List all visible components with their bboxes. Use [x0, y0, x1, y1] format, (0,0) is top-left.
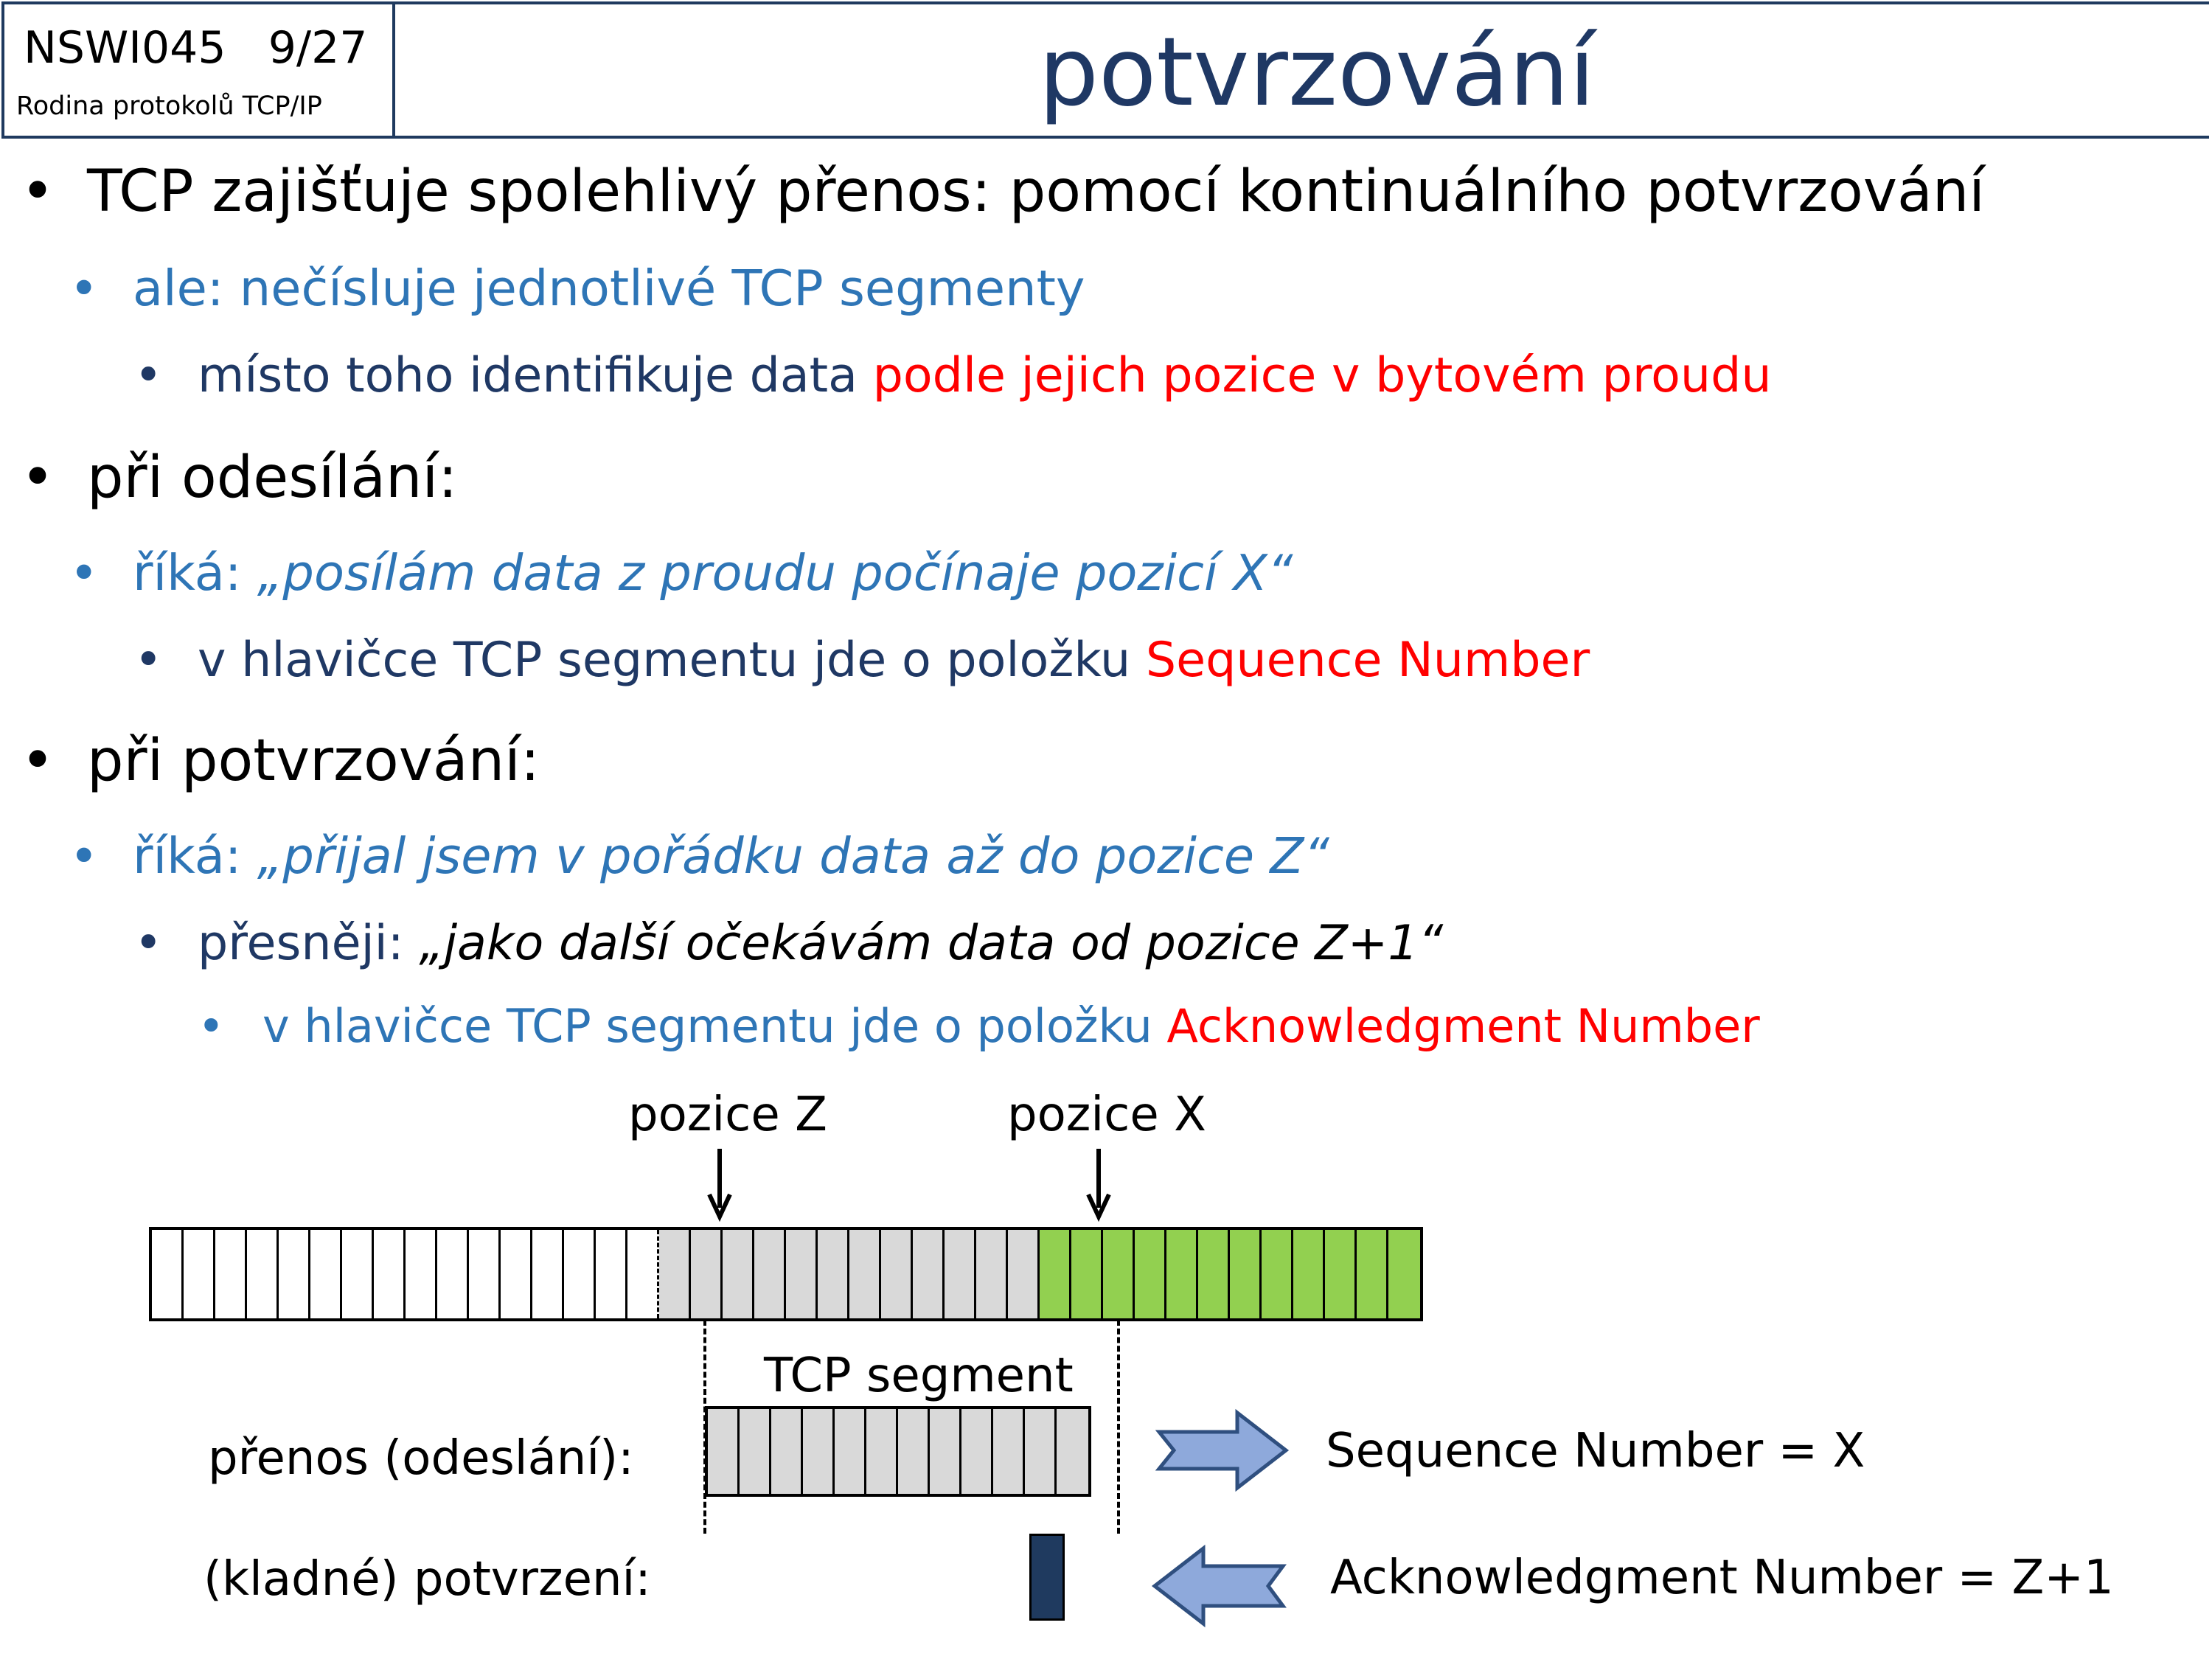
right-block-arrow-icon	[1156, 1410, 1290, 1491]
bullet-dot-icon: •	[134, 916, 163, 971]
segment-byte-cell	[961, 1409, 993, 1494]
bullet-1	[21, 155, 1985, 229]
stream-byte-cell-white	[310, 1230, 342, 1318]
course-title: Rodina protokolů TCP/IP	[16, 91, 322, 121]
acknowledgment-number-result: Acknowledgment Number = Z+1	[1330, 1551, 2114, 1605]
byte-stream	[149, 1227, 1423, 1321]
bullet-1-1-1	[134, 345, 1772, 407]
position-x-label: pozice X	[1007, 1088, 1206, 1142]
stream-byte-cell-gray	[691, 1230, 723, 1318]
stream-byte-cell-green	[1325, 1230, 1357, 1318]
bullet-2-1	[69, 541, 1293, 605]
segment-byte-cell	[740, 1409, 771, 1494]
bullet-3-1-1	[134, 913, 1444, 975]
stream-byte-cell-gray	[976, 1230, 1008, 1318]
bullet-text: říká:	[133, 827, 257, 885]
stream-byte-cell-white	[184, 1230, 215, 1318]
stream-byte-cell-gray	[881, 1230, 913, 1318]
bullet-2	[21, 441, 458, 515]
bullet-dot-icon: •	[134, 348, 163, 403]
stream-byte-cell-white	[406, 1230, 437, 1318]
stream-byte-cell-gray	[723, 1230, 754, 1318]
stream-byte-cell-gray	[754, 1230, 786, 1318]
stream-byte-cell-white	[437, 1230, 469, 1318]
course-box	[4, 4, 395, 139]
slide-title: potvrzování	[1038, 18, 1596, 128]
course-code: NSWI045	[24, 22, 226, 74]
segment-byte-cell	[1057, 1409, 1088, 1494]
stream-byte-cell-white	[374, 1230, 406, 1318]
position-z-label: pozice Z	[628, 1088, 827, 1142]
stream-byte-cell-green	[1071, 1230, 1103, 1318]
stream-byte-cell-gray	[849, 1230, 881, 1318]
stream-byte-cell-gray	[945, 1230, 976, 1318]
stream-byte-cell-white	[342, 1230, 374, 1318]
stream-byte-cell-gray	[913, 1230, 945, 1318]
segment-byte-cell	[866, 1409, 898, 1494]
bullet-text: ale: nečísluje jednotlivé TCP segmenty	[133, 260, 1085, 317]
left-block-arrow-icon	[1150, 1545, 1287, 1627]
stream-byte-cell-white	[152, 1230, 184, 1318]
stream-byte-cell-white	[596, 1230, 627, 1318]
bullet-text: přesněji:	[198, 916, 420, 971]
down-arrow-x-icon	[1087, 1149, 1110, 1222]
bullet-quote: „posílám data z proudu počínaje pozicí X“	[257, 544, 1293, 602]
bullet-dot-icon: •	[134, 633, 163, 688]
bullet-text: TCP zajišťuje spolehlivý přenos: pomocí kontinuálního potvrzování	[87, 159, 1985, 225]
bullet-highlight: Sequence Number	[1145, 633, 1590, 688]
segment-byte-cell	[708, 1409, 740, 1494]
down-arrow-z-icon	[708, 1149, 731, 1222]
segment-end-guide	[1117, 1320, 1120, 1534]
segment-byte-cell	[803, 1409, 835, 1494]
bullet-3-1-1-1	[198, 997, 1760, 1056]
bullet-3-1	[69, 824, 1329, 888]
stream-byte-cell-white	[215, 1230, 247, 1318]
stream-byte-cell-white	[247, 1230, 279, 1318]
bullet-text: při odesílání:	[87, 445, 458, 511]
segment-byte-cell	[835, 1409, 866, 1494]
stream-byte-cell-white	[501, 1230, 532, 1318]
segment-byte-cell	[1025, 1409, 1057, 1494]
bullet-dot-icon: •	[21, 159, 55, 225]
bullet-quote: „jako další očekávám data od pozice Z+1“	[419, 916, 1444, 971]
bullet-dot-icon: •	[198, 999, 225, 1053]
tcp-segment-label: TCP segment	[764, 1349, 1074, 1403]
stream-byte-cell-green	[1230, 1230, 1262, 1318]
bullet-text: místo toho identifikuje data	[198, 348, 873, 403]
ack-label: (kladné) potvrzení:	[204, 1552, 651, 1607]
bullet-text: při potvrzování:	[87, 728, 540, 794]
stream-byte-cell-white	[532, 1230, 564, 1318]
stream-byte-cell-gray	[786, 1230, 818, 1318]
bullet-2-1-1	[134, 630, 1590, 692]
stream-byte-cell-green	[1357, 1230, 1388, 1318]
stream-byte-cell-white	[279, 1230, 310, 1318]
stream-byte-cell-green	[1135, 1230, 1166, 1318]
bullet-dot-icon: •	[69, 260, 99, 317]
segment-byte-cell	[930, 1409, 961, 1494]
bullet-text: říká:	[133, 544, 257, 602]
ack-block	[1029, 1534, 1065, 1621]
bullet-text: v hlavičce TCP segmentu jde o položku	[198, 633, 1146, 688]
stream-byte-cell-white	[469, 1230, 501, 1318]
send-label: přenos (odeslání):	[208, 1431, 634, 1486]
stream-byte-cell-gray	[1008, 1230, 1040, 1318]
stream-byte-cell-green	[1262, 1230, 1293, 1318]
stream-byte-cell-green	[1040, 1230, 1071, 1318]
stream-byte-cell-white	[627, 1230, 659, 1318]
stream-byte-cell-green	[1388, 1230, 1420, 1318]
stream-byte-cell-gray	[818, 1230, 849, 1318]
stream-byte-cell-green	[1103, 1230, 1135, 1318]
bullet-highlight: podle jejich pozice v bytovém proudu	[872, 348, 1772, 403]
stream-byte-cell-white	[564, 1230, 596, 1318]
segment-byte-cell	[898, 1409, 930, 1494]
bullet-dot-icon: •	[21, 445, 55, 511]
bullet-highlight: Acknowledgment Number	[1166, 999, 1760, 1053]
bullet-text: v hlavičce TCP segmentu jde o položku	[262, 999, 1167, 1053]
stream-byte-cell-green	[1166, 1230, 1198, 1318]
course-code-line	[24, 22, 367, 74]
bullet-dot-icon: •	[69, 544, 99, 602]
slide-number: 9/27	[268, 22, 368, 74]
bullet-dot-icon: •	[21, 728, 55, 794]
sequence-number-result: Sequence Number = X	[1326, 1424, 1865, 1478]
stream-byte-cell-green	[1293, 1230, 1325, 1318]
slide-header	[1, 1, 2209, 139]
stream-byte-cell-green	[1198, 1230, 1230, 1318]
bullet-quote: „přijal jsem v pořádku data až do pozice Z“	[257, 827, 1329, 885]
bullet-dot-icon: •	[69, 827, 99, 885]
bullet-3	[21, 724, 540, 798]
segment-byte-cell	[771, 1409, 803, 1494]
segment-byte-cell	[993, 1409, 1025, 1494]
tcp-segment	[705, 1406, 1091, 1497]
stream-byte-cell-gray	[659, 1230, 691, 1318]
bullet-1-1	[69, 257, 1085, 320]
